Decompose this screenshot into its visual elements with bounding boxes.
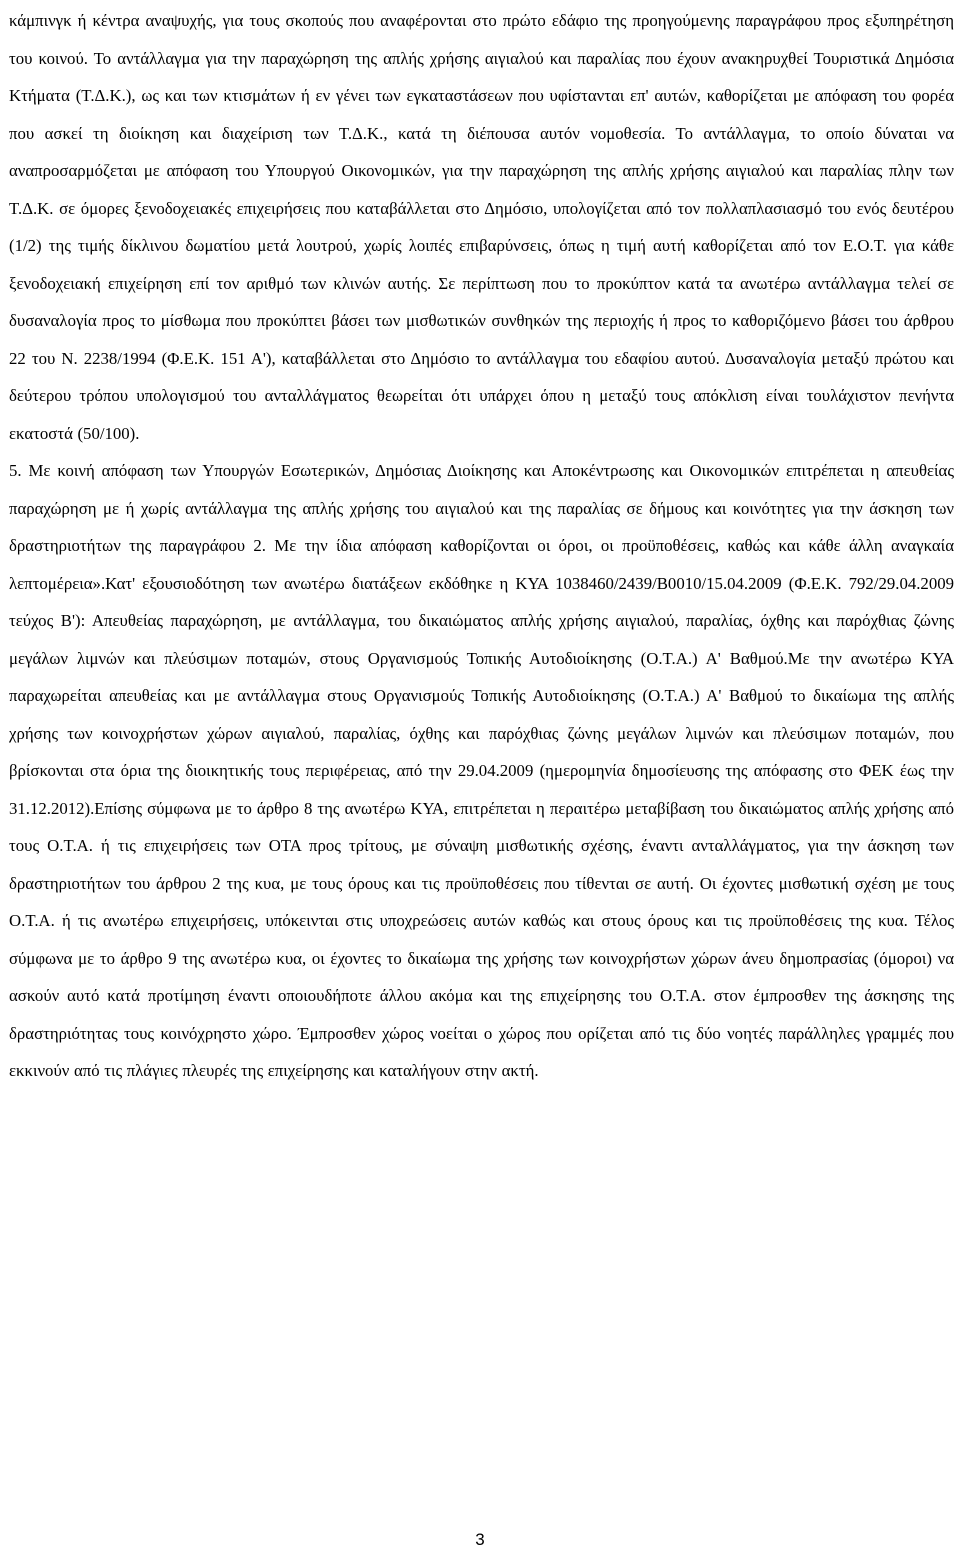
document-body [9,2,954,1090]
paragraph-continuation: κάμπινγκ ή κέντρα αναψυχής, για τους σκοπούς που αναφέρονται στο πρώτο εδάφιο της προηγούμενης παραγράφου προς εξυπηρέτηση του κοινού. Το αντάλλαγμα για την παραχώρηση της απλής χρήσης αιγιαλού και παραλίας που έχουν ανακηρυχθεί Τουριστικά Δημόσια Κτήματα (Τ.Δ.Κ.), ως και των κτισμάτων ή εν γένει των εγκαταστάσεων που υφίστανται επ' αυτών, καθορίζεται με απόφαση του φορέα που ασκεί τη διοίκηση και διαχείριση των Τ.Δ.Κ., κατά τη διέπουσα αυτόν νομοθεσία. Το αντάλλαγμα, το οποίο δύναται να αναπροσαρμόζεται με απόφαση του Υπουργού Οικονομικών, για την παραχώρηση της απλής χρήσης αιγιαλού και παραλίας πλην των Τ.Δ.Κ. σε όμορες ξενοδοχειακές επιχειρήσεις που καταβάλλεται στο Δημόσιο, υπολογίζεται από τον πολλαπλασιασμό του ενός δευτέρου (1/2) της τιμής δίκλινου δωματίου μετά λουτρού, χωρίς λοιπές επιβαρύνσεις, όπως η τιμή αυτή καθορίζεται από τον Ε.Ο.Τ. για κάθε ξενοδοχειακή επιχείρηση επί τον αριθμό των κλινών αυτής. Σε περίπτωση που το προκύπτον κατά τα ανωτέρω αντάλλαγμα τελεί σε δυσαναλογία προς το μίσθωμα που προκύπτει βάσει των μισθωτικών συνθηκών της περιοχής ή προς το καθοριζόμενο βάσει του άρθρου 22 του Ν. 2238/1994 (Φ.Ε.Κ. 151 Α'), καταβάλλεται στο Δημόσιο το αντάλλαγμα του εδαφίου αυτού. Δυσαναλογία μεταξύ πρώτου και δεύτερου τρόπου υπολογισμού του ανταλλάγματος θεωρείται ότι υπάρχει όπου η μεταξύ τους απόκλιση είναι τουλάχιστον πενήντα εκατοστά (50/100). [9,11,954,443]
page-number: 3 [475,1530,485,1549]
paragraph-section-5: 5. Με κοινή απόφαση των Υπουργών Εσωτερικών, Δημόσιας Διοίκησης και Αποκέντρωσης και Οικονομικών επιτρέπεται η απευθείας παραχώρηση με ή χωρίς αντάλλαγμα της απλής χρήσης του αιγιαλού και της παραλίας σε δήμους και κοινότητες για την άσκηση των δραστηριοτήτων της παραγράφου 2. Με την ίδια απόφαση καθορίζονται οι όροι, οι προϋποθέσεις, καθώς και κάθε άλλη αναγκαία λεπτομέρεια».Κατ' εξουσιοδότηση των ανωτέρω διατάξεων εκδόθηκε η ΚΥΑ 1038460/2439/Β0010/15.04.2009 (Φ.Ε.Κ. 792/29.04.2009 τεύχος Β'): Απευθείας παραχώρηση, με αντάλλαγμα, του δικαιώματος απλής χρήσης αιγιαλού, παραλίας, όχθης και παρόχθιας ζώνης μεγάλων λιμνών και πλεύσιμων ποταμών, στους Οργανισμούς Τοπικής Αυτοδιοίκησης (Ο.Τ.Α.) Α' Βαθμού.Με την ανωτέρω ΚΥΑ παραχωρείται απευθείας και με αντάλλαγμα στους Οργανισμούς Τοπικής Αυτοδιοίκησης (Ο.Τ.Α.) Α' Βαθμού το δικαίωμα της απλής χρήσης των κοινοχρήστων χώρων αιγιαλού, παραλίας, όχθης και παρόχθιας ζώνης μεγάλων λιμνών και πλεύσιμων ποταμών, που βρίσκονται στα όρια της διοικητικής τους περιφέρειας, από την 29.04.2009 (ημερομηνία δημοσίευσης της απόφασης στο ΦΕΚ έως την 31.12.2012).Επίσης σύμφωνα με το άρθρο 8 της ανωτέρω ΚΥΑ, επιτρέπεται η περαιτέρω μεταβίβαση του δικαιώματος απλής χρήσης από τους Ο.Τ.Α. ή τις επιχειρήσεις των ΟΤΑ προς τρίτους, με σύναψη μισθωτικής σχέσης, έναντι ανταλλάγματος, για την άσκηση των δραστηριοτήτων του άρθρου 2 της κυα, με τους όρους και τις προϋποθέσεις που τίθενται σε αυτή. Οι έχοντες μισθωτική σχέση με τους Ο.Τ.Α. ή τις ανωτέρω επιχειρήσεις, υπόκεινται στις υποχρεώσεις αυτών καθώς και στους όρους και τις προϋποθέσεις της κυα. Τέλος σύμφωνα με το άρθρο 9 της ανωτέρω κυα, οι έχοντες το δικαίωμα της χρήσης των κοινοχρήστων χώρων άνευ δημοπρασίας (όμοροι) να ασκούν αυτό κατά προτίμηση έναντι οποιουδήποτε άλλου ακόμα και της επιχείρησης του Ο.Τ.Α. στον έμπροσθεν της άσκησης της δραστηριότητας τους κοινόχρηστο χώρο. Έμπροσθεν χώρος νοείται ο χώρος που ορίζεται από τις δύο νοητές παράλληλες γραμμές που εκκινούν από τις πλάγιες πλευρές της επιχείρησης και καταλήγουν στην ακτή. [9,461,954,1080]
